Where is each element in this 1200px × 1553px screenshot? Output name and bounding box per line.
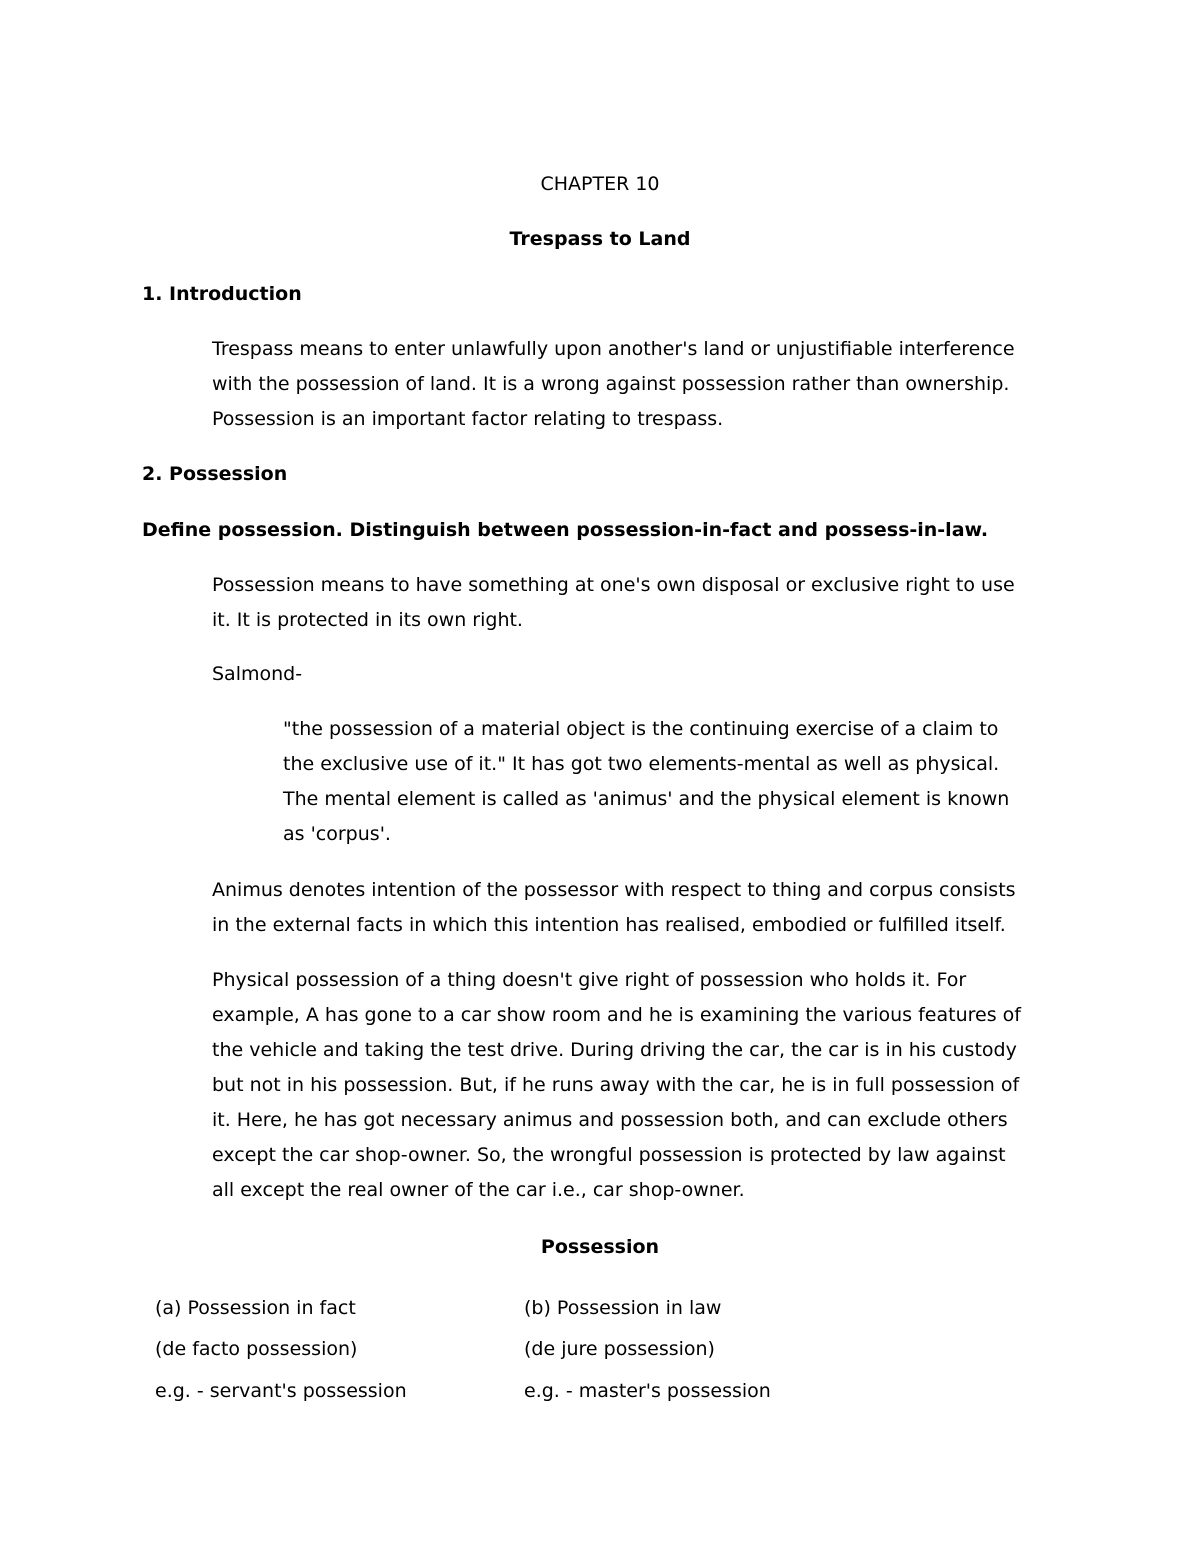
paragraph-line: in the external facts in which this intention has realised, embodied or fulfilled itself. (212, 914, 1006, 936)
quote-line: as 'corpus'. (283, 823, 391, 845)
paragraph-line: with the possession of land. It is a wrong against possession rather than ownership. (212, 373, 1010, 395)
chapter-number: CHAPTER 10 (540, 173, 660, 195)
quote-line: the exclusive use of it." It has got two elements-mental as well as physical. (283, 753, 1000, 775)
paragraph-line: the vehicle and taking the test drive. During driving the car, the car is in his custody (212, 1039, 1017, 1061)
question-heading: Define possession. Distinguish between possession-in-fact and possess-in-law. (142, 519, 989, 541)
definition-paragraph (212, 568, 1015, 638)
classification-item: (a) Possession in fact (155, 1297, 356, 1319)
example-paragraph (212, 963, 1021, 1208)
paragraph-line: example, A has gone to a car show room and he is examining the various features of (212, 1004, 1021, 1026)
paragraph-line: Trespass means to enter unlawfully upon another's land or unjustifiable interference (212, 338, 1015, 360)
section-heading-introduction: 1. Introduction (142, 283, 302, 305)
classification-left-column (155, 1297, 407, 1402)
paragraph-line: it. Here, he has got necessary animus and possession both, and can exclude others (212, 1109, 1008, 1131)
paragraph-line: all except the real owner of the car i.e., car shop-owner. (212, 1179, 745, 1201)
chapter-title: Trespass to Land (509, 228, 691, 250)
salmond-label: Salmond- (212, 663, 303, 685)
quote-line: The mental element is called as 'animus' and the physical element is known (283, 788, 1010, 810)
paragraph-line: but not in his possession. But, if he runs away with the car, he is in full possession of (212, 1074, 1020, 1096)
introduction-paragraph (212, 332, 1015, 437)
section-heading-possession: 2. Possession (142, 463, 288, 485)
classification-item: e.g. - master's possession (524, 1380, 771, 1402)
classification-heading: Possession (540, 1236, 660, 1258)
paragraph-line: it. It is protected in its own right. (212, 609, 523, 631)
paragraph-line: except the car shop-owner. So, the wrongful possession is protected by law against (212, 1144, 1006, 1166)
paragraph-line: Possession is an important factor relating to trespass. (212, 408, 724, 430)
classification-item: e.g. - servant's possession (155, 1380, 407, 1402)
classification-item: (de facto possession) (155, 1338, 358, 1360)
salmond-quote (283, 712, 1009, 852)
classification-item: (b) Possession in law (524, 1297, 722, 1319)
paragraph-line: Physical possession of a thing doesn't give right of possession who holds it. For (212, 969, 967, 991)
classification-right-column (524, 1297, 771, 1402)
paragraph-line: Possession means to have something at one's own disposal or exclusive right to use (212, 574, 1015, 596)
quote-line: "the possession of a material object is the continuing exercise of a claim to (283, 718, 999, 740)
paragraph-line: Animus denotes intention of the possessor with respect to thing and corpus consists (212, 879, 1016, 901)
animus-paragraph (212, 873, 1016, 943)
classification-item: (de jure possession) (524, 1338, 715, 1360)
